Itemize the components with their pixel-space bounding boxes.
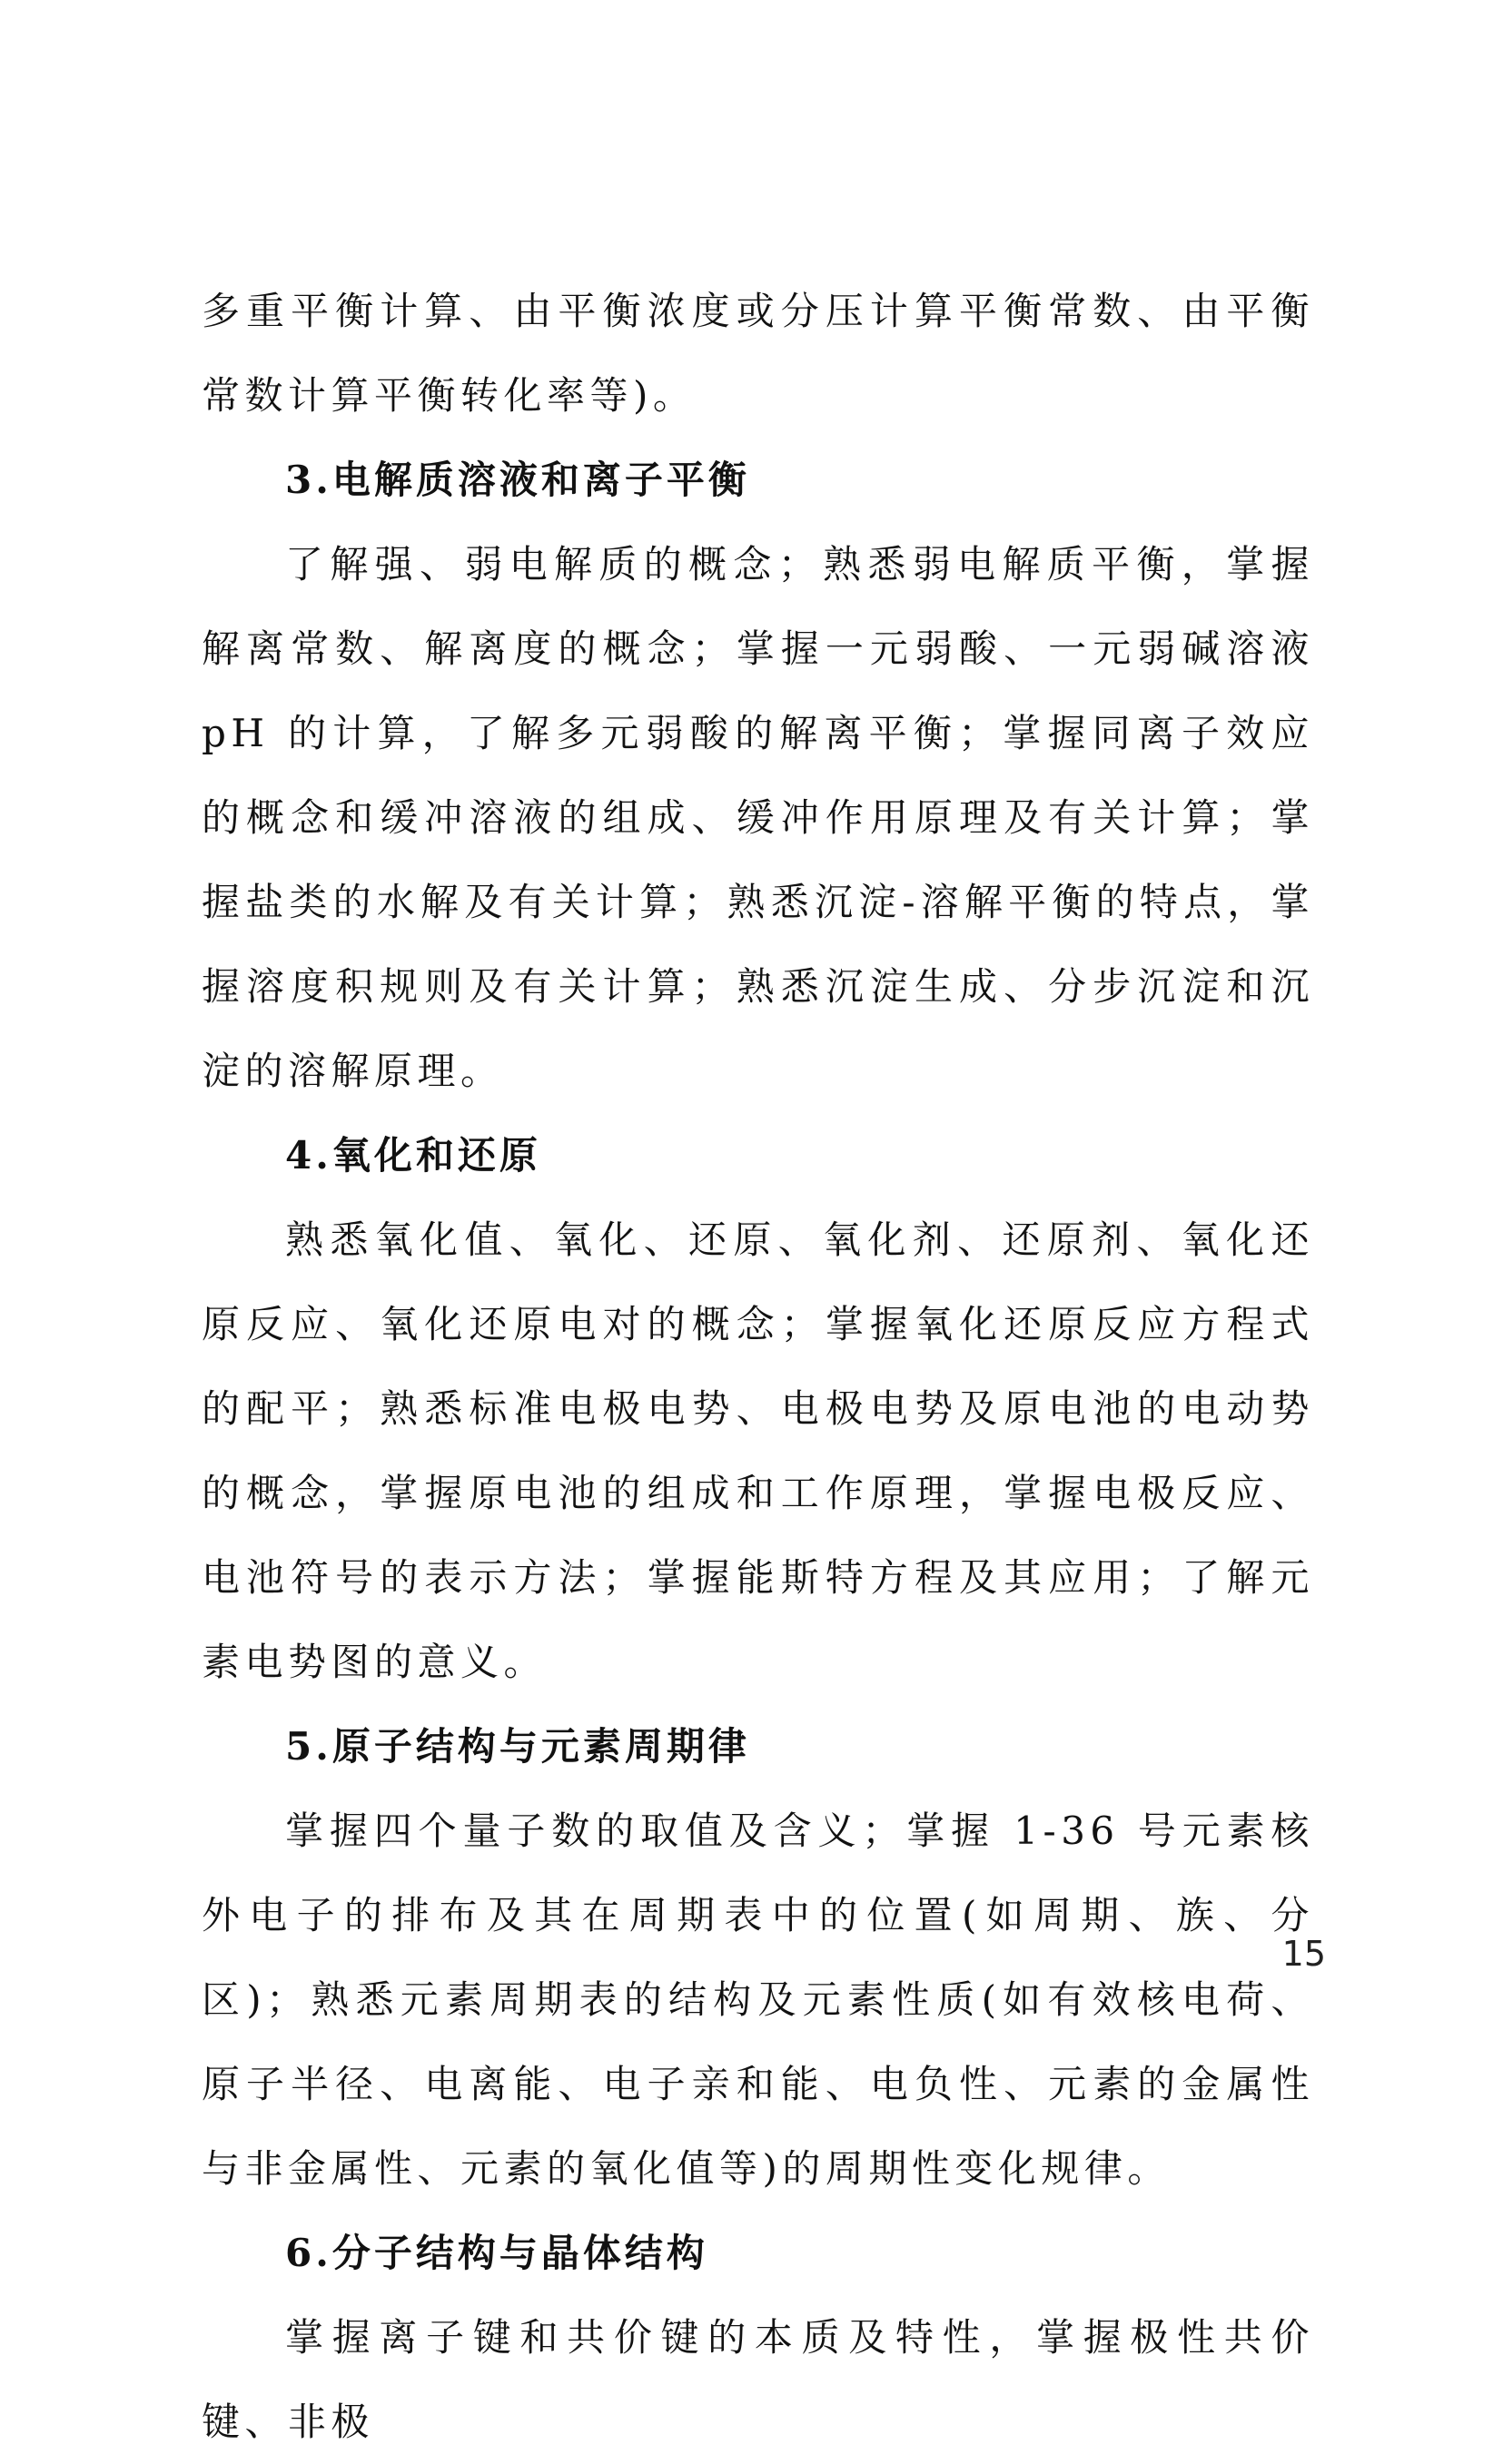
paragraph-redox: 熟悉氧化值、氧化、还原、氧化剂、还原剂、氧化还原反应、氧化还原电对的概念；掌握氧化还原反应方程式的配平；熟悉标准电极电势、电极电势及原电池的电动势的概念，掌握原电池的组成和工作原理，掌握电极反应、电池符号的表示方法；掌握能斯特方程及其应用；了解元素电势图的意义。 <box>202 1217 1314 1684</box>
paragraph-continuation: 多重平衡计算、由平衡浓度或分压计算平衡常数、由平衡常数计算平衡转化率等)。 <box>202 289 1314 418</box>
section-heading-electrolyte: 3.电解质溶液和离子平衡 <box>285 458 750 502</box>
paragraph-electrolyte: 了解强、弱电解质的概念；熟悉弱电解质平衡，掌握解离常数、解离度的概念；掌握一元弱酸、一元弱碱溶液 pH 的计算，了解多元弱酸的解离平衡；掌握同离子效应的概念和缓冲溶液的组成、缓冲作用原理及有关计算；掌握盐类的水解及有关计算；熟悉沉淀-溶解平衡的特点，掌握溶度积规则及有关计算；熟悉沉淀生成、分步沉淀和沉淀的溶解原理。 <box>202 542 1314 1093</box>
paragraph-atomic-structure: 掌握四个量子数的取值及含义；掌握 1-36 号元素核外电子的排布及其在周期表中的位置(如周期、族、分区)；熟悉元素周期表的结构及元素性质(如有效核电荷、原子半径、电离能、电子亲和能、电负性、元素的金属性与非金属性、元素的氧化值等)的周期性变化规律。 <box>202 1809 1314 2191</box>
section-heading-atomic-structure: 5.原子结构与元素周期律 <box>285 1724 750 1769</box>
page-content <box>202 269 1314 2464</box>
page-number: 15 <box>1281 1934 1326 1974</box>
paragraph-molecular-structure: 掌握离子键和共价键的本质及特性，掌握极性共价键、非极 <box>202 2315 1314 2444</box>
section-heading-molecular-structure: 6.分子结构与晶体结构 <box>285 2231 708 2275</box>
section-heading-redox: 4.氧化和还原 <box>285 1133 541 1178</box>
